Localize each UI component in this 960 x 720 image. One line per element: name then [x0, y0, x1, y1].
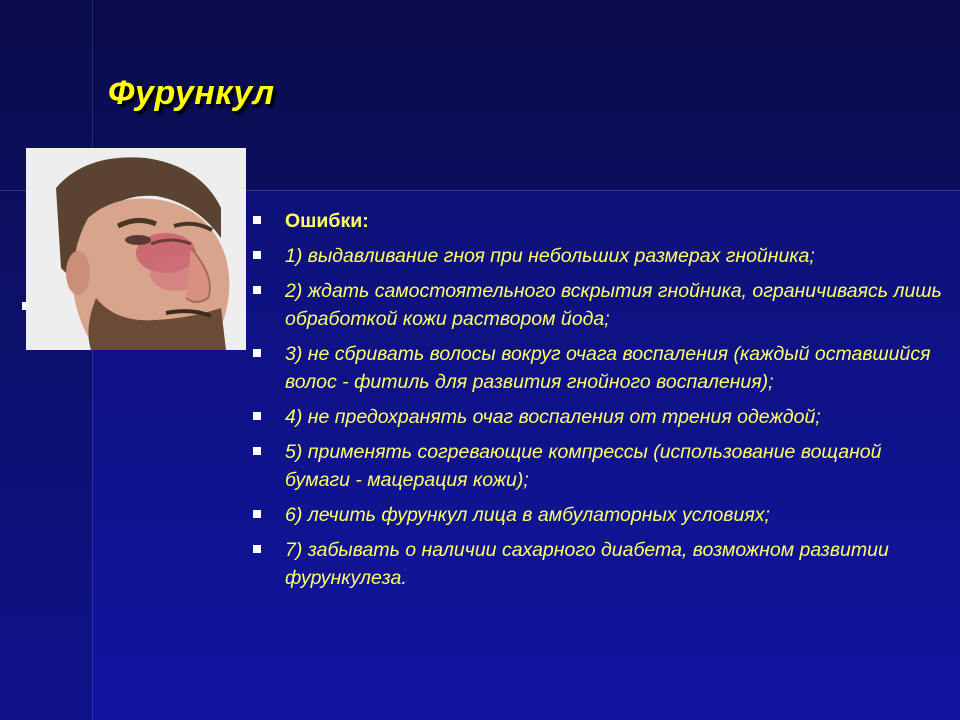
list-item-text: 2) ждать самостоятельного вскрытия гнойника, ограничиваясь лишь обработкой кожи раствором йода; [285, 280, 942, 330]
list-heading [248, 207, 948, 235]
list-item [248, 536, 948, 592]
bullet-icon [253, 545, 261, 553]
bullet-icon [253, 349, 261, 357]
patient-photo [26, 148, 246, 350]
bullet-icon [253, 447, 261, 455]
list-item [248, 277, 948, 333]
list-item-text: 5) применять согревающие компрессы (использование вощаной бумаги - мацерация кожи); [285, 441, 882, 491]
bullet-icon [253, 412, 261, 420]
list-item-text: 1) выдавливание гноя при небольших размерах гнойника; [285, 245, 815, 267]
bullet-icon [253, 251, 261, 259]
list-item [248, 340, 948, 396]
bullet-icon [253, 286, 261, 294]
list-item-text: Ошибки: [285, 210, 369, 232]
list-item-text: 6) лечить фурункул лица в амбулаторных условиях; [285, 504, 770, 526]
list-item [248, 501, 948, 529]
slide-title: Фурункул [108, 74, 275, 112]
bullet-icon [253, 216, 261, 224]
list-item [248, 403, 948, 431]
bullet-icon [253, 510, 261, 518]
list-item-text: 7) забывать о наличии сахарного диабета, возможном развитии фурункулеза. [285, 539, 889, 589]
divider-vertical [92, 0, 93, 720]
face-illustration [26, 148, 246, 350]
list-item [248, 438, 948, 494]
list-item [248, 242, 948, 270]
list-item-text: 4) не предохранять очаг воспаления от трения одеждой; [285, 406, 821, 428]
list-item-text: 3) не сбривать волосы вокруг очага воспаления (каждый оставшийся волос - фитиль для развития гнойного воспаления); [285, 343, 931, 393]
errors-list [248, 207, 948, 599]
edge-mark [22, 302, 26, 310]
